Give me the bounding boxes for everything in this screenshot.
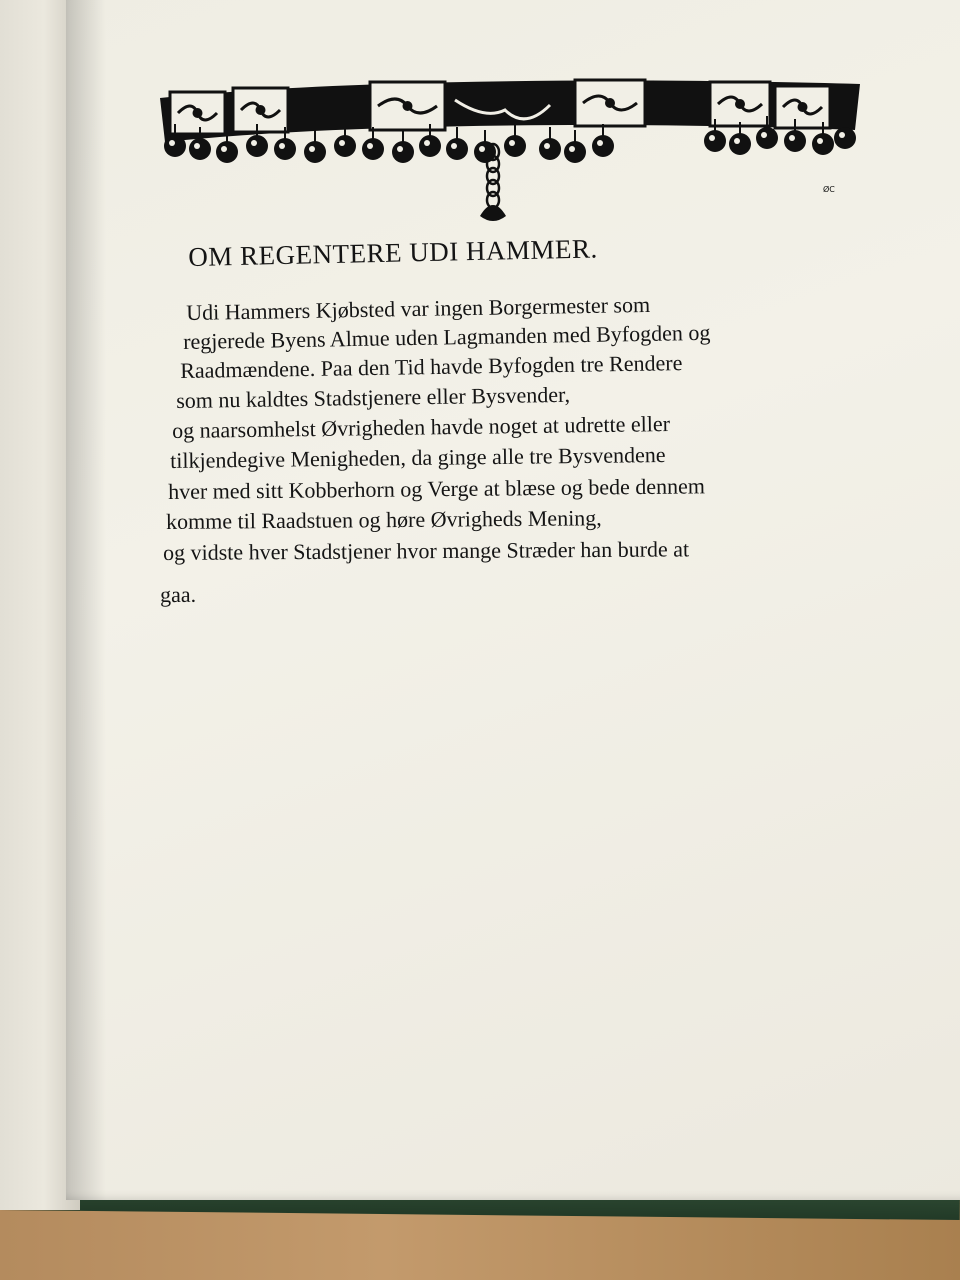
paragraph-line: hver med sitt Kobberhorn og Verge at blæse og bede dennem xyxy=(168,473,706,504)
paragraph-line: gaa. xyxy=(160,581,197,607)
paragraph-line: regjerede Byens Almue uden Lagmanden med Byfogden og xyxy=(183,319,711,354)
paragraph-line: Udi Hammers Kjøbsted var ingen Borgermester som xyxy=(186,291,651,325)
paragraph-line: Raadmændene. Paa den Tid havde Byfogden tre Rendere xyxy=(180,350,683,383)
paragraph-line: og naarsomhelst Øvrigheden havde noget at udrette eller xyxy=(172,411,671,443)
paragraph-line: og vidste hver Stadstjener hvor mange Stræder han burde at xyxy=(163,536,690,565)
artist-signature: ØC xyxy=(823,185,835,194)
paragraph-line: komme til Raadstuen og høre Øvrigheds Mening, xyxy=(166,505,602,534)
paragraph-line: som nu kaldtes Stadstjenere eller Bysvender, xyxy=(176,381,571,413)
chapter-title: OM REGENTERE UDI HAMMER. xyxy=(188,233,599,272)
paragraph-line: tilkjendegive Menigheden, da ginge alle tre Bysvendene xyxy=(170,441,666,473)
